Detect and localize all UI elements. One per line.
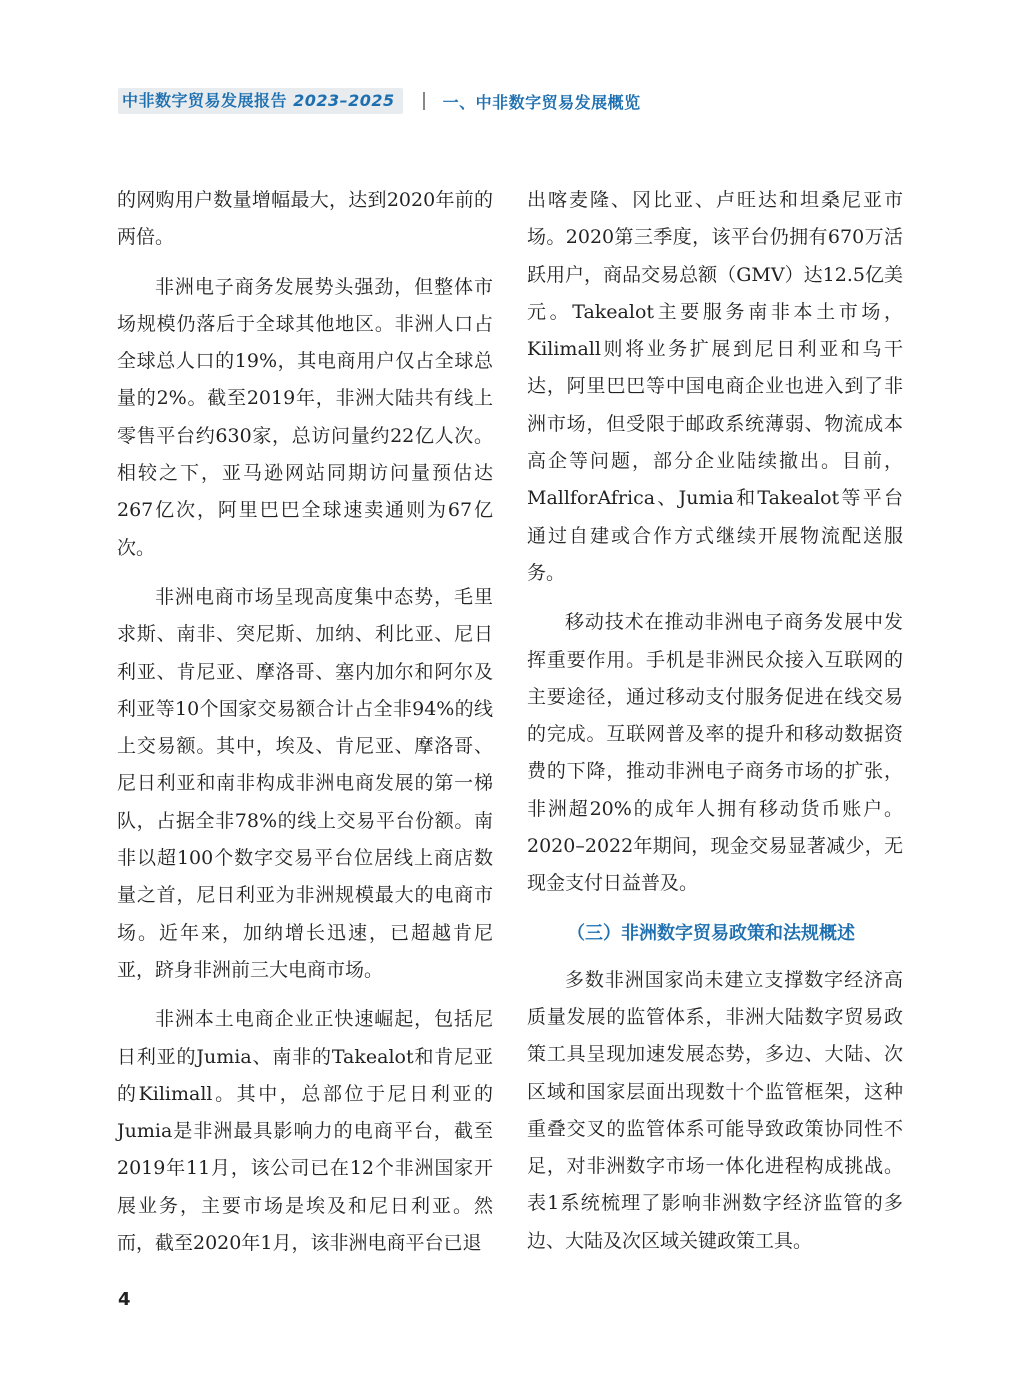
report-title [118,88,403,114]
running-header [118,88,641,114]
report-title-main: 中非数字贸易发展报告 [122,91,288,110]
right-column [527,182,903,1272]
left-column [117,182,493,1274]
page-number: 4 [118,1289,131,1310]
paragraph: 非洲电商市场呈现高度集中态势，毛里求斯、南非、突尼斯、加纳、利比亚、尼日利亚、肯尼亚、摩洛哥、塞内加尔和阿尔及利亚等10个国家交易额合计占全非94%的线上交易额。其中，埃及、肯尼亚、摩洛哥、尼日利亚和南非构成非洲电商发展的第一梯队，占据全非78%的线上交易平台份额。南非以超100个数字交易平台位居线上商店数量之首，尼日利亚为非洲规模最大的电商市场。近年来，加纳增长迅速，已超越肯尼亚，跻身非洲前三大电商市场。 [117,585,493,981]
report-title-years: 2023–2025 [293,91,395,110]
paragraph: 的网购用户数量增幅最大，达到2020年前的两倍。 [117,189,493,249]
paragraph: 出喀麦隆、冈比亚、卢旺达和坦桑尼亚市场。2020第三季度，该平台仍拥有670万活跃用户，商品交易总额（GMV）达12.5亿美元。Takealot主要服务南非本土市场，Kilimall则将业务扩展到尼日利亚和乌干达，阿里巴巴等中国电商企业也进入到了非洲市场，但受限于邮政系统薄弱、物流成本高企等问题，部分企业陆续撤出。目前，MallforAfrica、Jumia和Takealot等平台通过自建或合作方式继续开展物流配送服务。 [527,189,903,584]
chapter-title: 一、中非数字贸易发展概览 [442,92,641,112]
paragraph: 多数非洲国家尚未建立支撑数字经济高质量发展的监管体系，非洲大陆数字贸易政策工具呈现加速发展态势，多边、大陆、次区域和国家层面出现数十个监管框架，这种重叠交叉的监管体系可能导致政策协同性不足，对非洲数字市场一体化进程构成挑战。表1系统梳理了影响非洲数字经济监管的多边、大陆及次区域关键政策工具。 [527,968,903,1252]
section-heading: （三）非洲数字贸易政策和法规概述 [567,922,855,944]
header-separator [423,92,425,110]
paragraph: 移动技术在推动非洲电子商务发展中发挥重要作用。手机是非洲民众接入互联网的主要途径，通过移动支付服务促进在线交易的完成。互联网普及率的提升和移动数据资费的下降，推动非洲电子商务市场的扩张，非洲超20%的成年人拥有移动货币账户。2020–2022年期间，现金交易显著减少，无现金支付日益普及。 [527,611,903,895]
paragraph: 非洲电子商务发展势头强劲，但整体市场规模仍落后于全球其他地区。非洲人口占全球总人口的19%，其电商用户仅占全球总量的2%。截至2019年，非洲大陆共有线上零售平台约630家，总访问量约22亿人次。相较之下，亚马逊网站同期访问量预估达267亿次，阿里巴巴全球速卖通则为67亿次。 [117,275,493,559]
paragraph: 非洲本土电商企业正快速崛起，包括尼日利亚的Jumia、南非的Takealot和肯尼亚的Kilimall。其中，总部位于尼日利亚的Jumia是非洲最具影响力的电商平台，截至2019年11月，该公司已在12个非洲国家开展业务，主要市场是埃及和尼日利亚。然而，截至2020年1月，该非洲电商平台已退 [117,1008,493,1255]
